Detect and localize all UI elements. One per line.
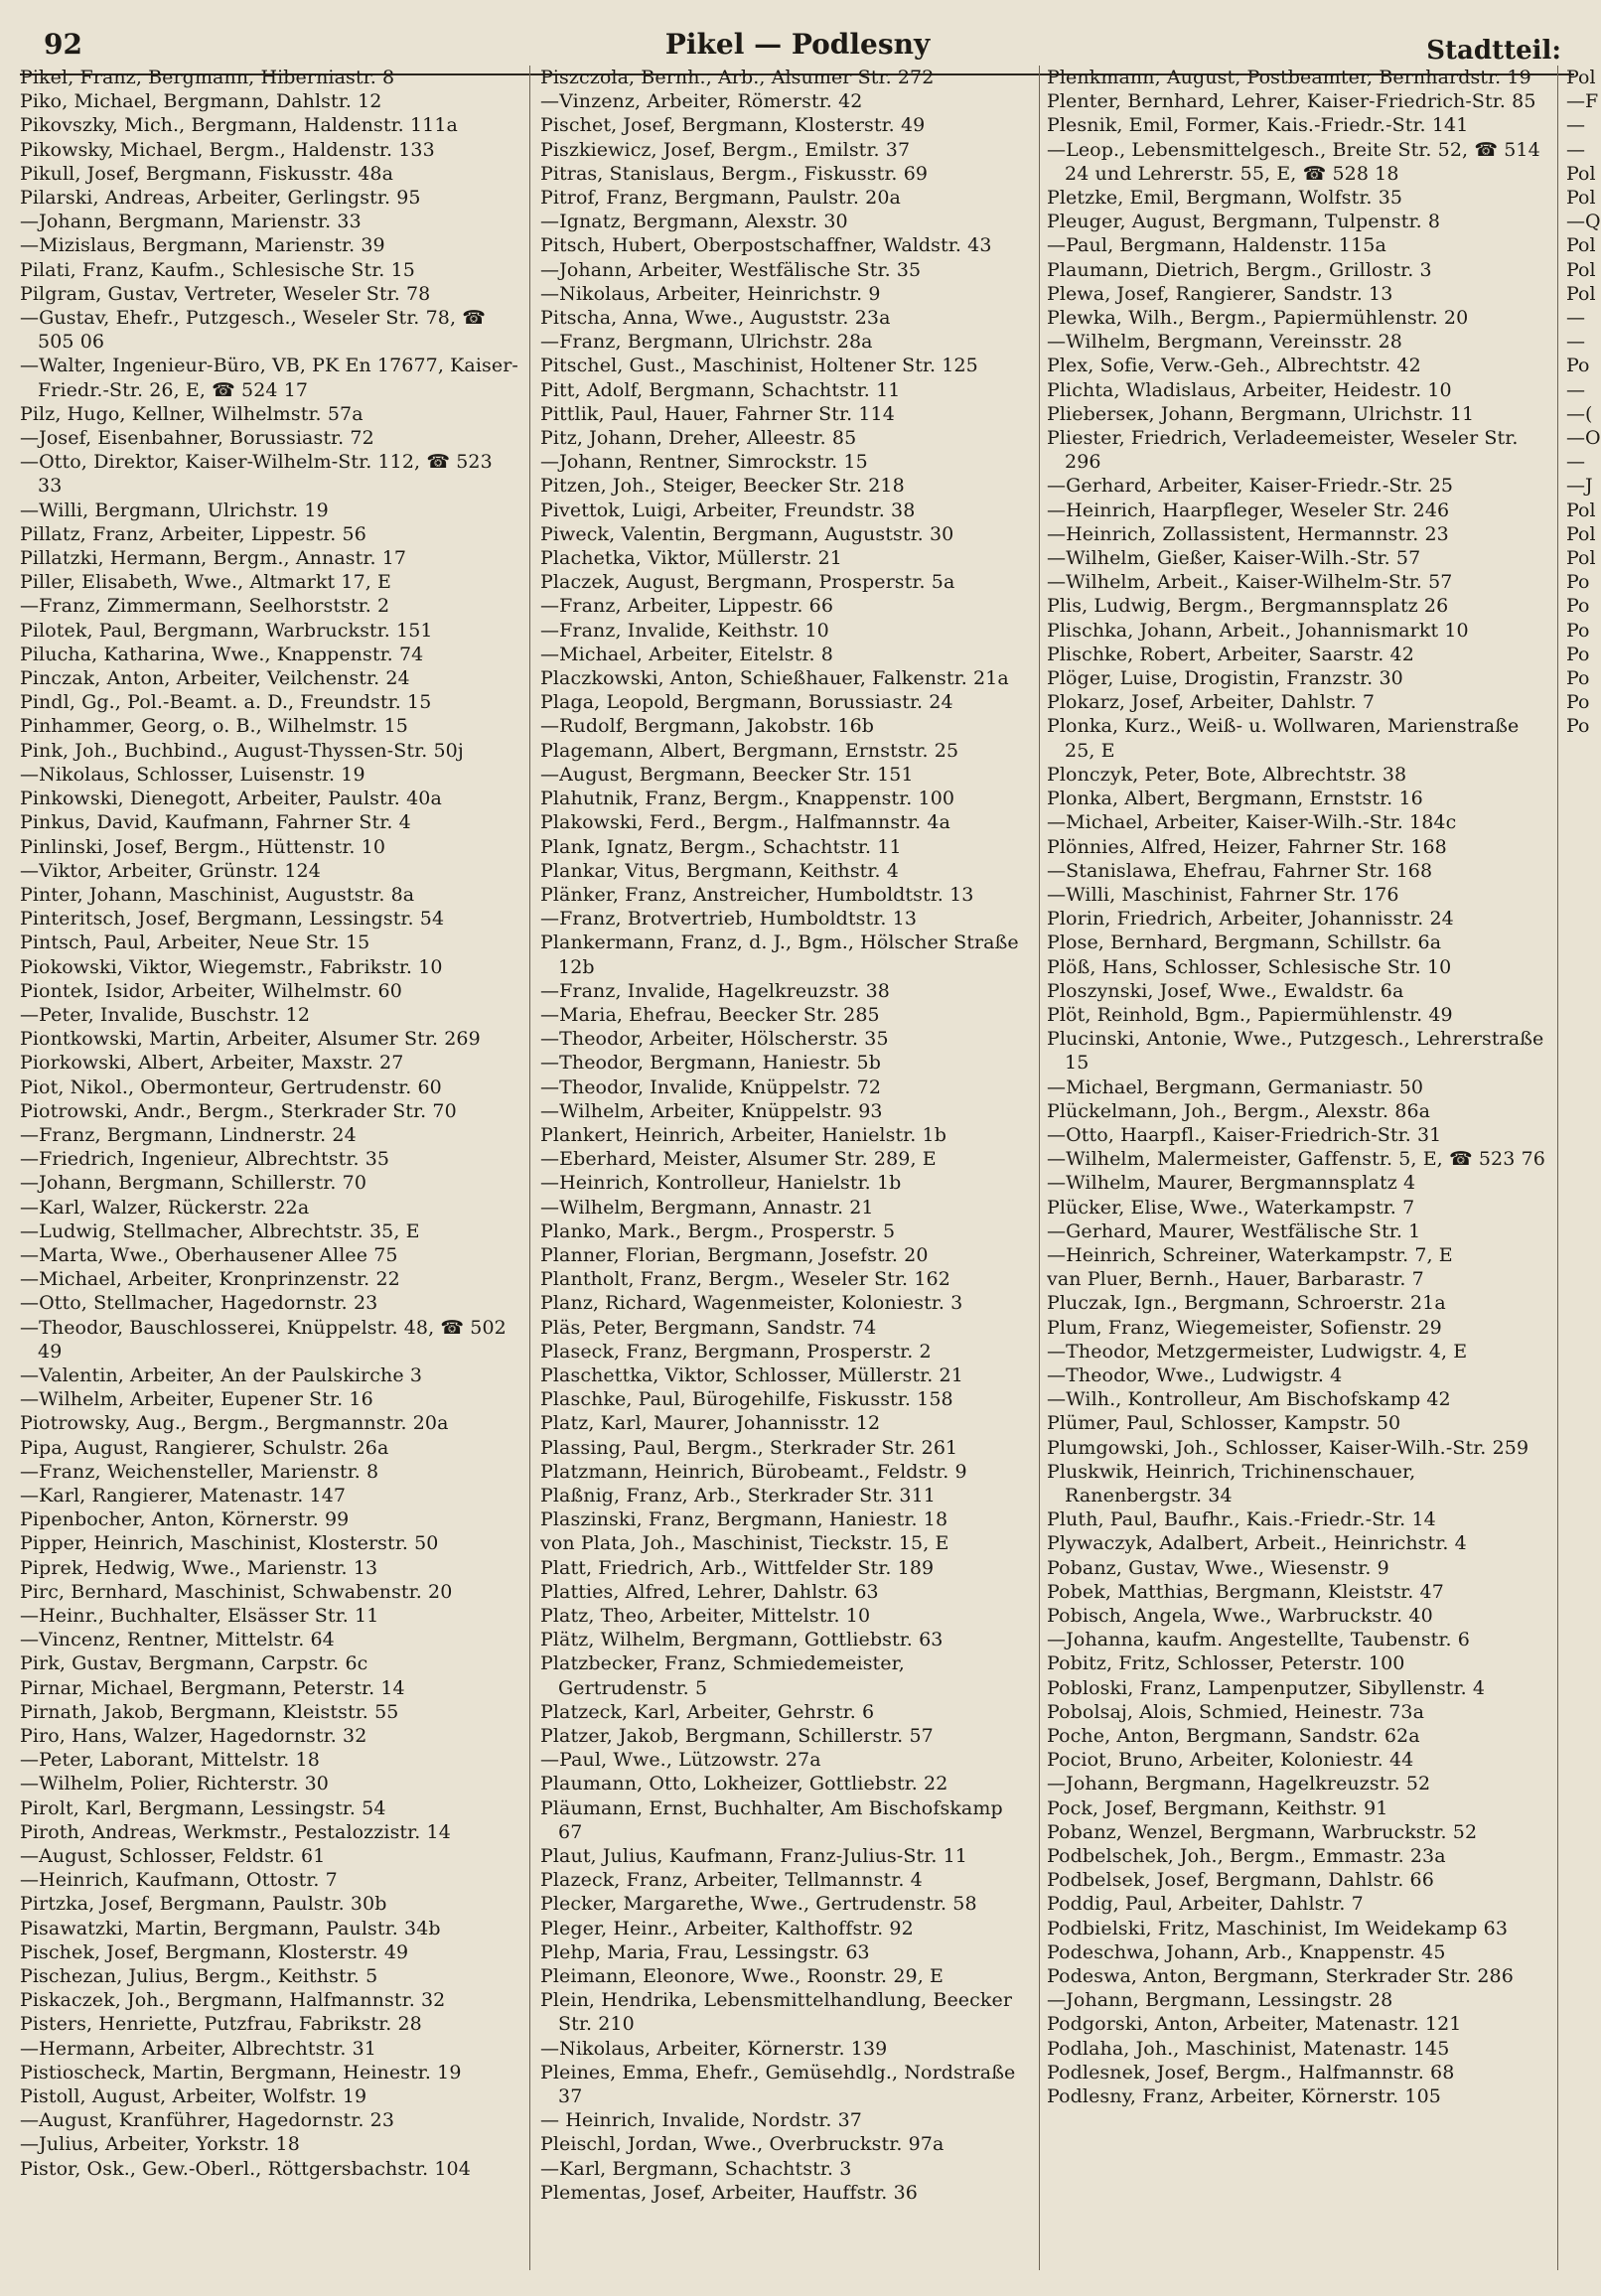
directory-entry: —Wilhelm, Maurer, Bergmannsplatz 4 bbox=[1047, 1172, 1416, 1195]
directory-entry: Pirtzka, Josef, Bergmann, Paulstr. 30b bbox=[20, 1893, 387, 1916]
directory-entry: Piller, Elisabeth, Wwe., Altmarkt 17, E bbox=[20, 571, 392, 594]
directory-entry: —Karl, Bergmann, Schachtstr. 3 bbox=[540, 2157, 852, 2180]
directory-entry: Pletzke, Emil, Bergmann, Wolfstr. 35 bbox=[1047, 187, 1403, 210]
directory-entry: Podbielski, Fritz, Maschinist, Im Weidekamp 63 bbox=[1047, 1917, 1509, 1939]
directory-entry: Pociot, Bruno, Arbeiter, Koloniestr. 44 bbox=[1047, 1749, 1414, 1772]
column-divider bbox=[1557, 66, 1558, 2270]
directory-entry: Pirk, Gustav, Bergmann, Carpstr. 6c bbox=[20, 1652, 368, 1675]
directory-entry: —Theodor, Arbeiter, Hölscherstr. 35 bbox=[540, 1028, 889, 1051]
directory-entry: Pitschel, Gust., Maschinist, Holtener Str. 125 bbox=[540, 355, 978, 377]
page-title: Pikel — Podlesny bbox=[664, 28, 931, 61]
directory-entry: Pilucha, Katharina, Wwe., Knappenstr. 74 bbox=[20, 643, 424, 665]
directory-entry: Podlesny, Franz, Arbeiter, Körnerstr. 105 bbox=[1047, 2085, 1441, 2108]
entry-fragment: Pol bbox=[1566, 522, 1596, 545]
directory-entry: Pischezan, Julius, Bergm., Keithstr. 5 bbox=[20, 1965, 378, 1988]
directory-entry: Pirc, Bernhard, Maschinist, Schwabenstr. 20 bbox=[20, 1580, 453, 1603]
directory-entry: —Karl, Rangierer, Matenastr. 147 bbox=[20, 1484, 347, 1507]
directory-entry: Pipenbocher, Anton, Körnerstr. 99 bbox=[20, 1508, 350, 1531]
entry-fragment: — bbox=[1566, 114, 1585, 137]
directory-entry: —Friedrich, Ingenieur, Albrechtstr. 35 bbox=[20, 1148, 390, 1171]
directory-entry: Plankermann, Franz, d. J., Bgm., Hölscher Straße 12b bbox=[540, 932, 1019, 978]
directory-entry: —Nikolaus, Arbeiter, Körnerstr. 139 bbox=[540, 2037, 888, 2060]
directory-entry: Pirnath, Jakob, Bergmann, Kleiststr. 55 bbox=[20, 1700, 399, 1723]
entry-fragment: — bbox=[1566, 378, 1585, 401]
directory-entry: Pilarski, Andreas, Arbeiter, Gerlingstr. 95 bbox=[20, 187, 421, 210]
directory-entry: —Stanislawa, Ehefrau, Fahrner Str. 168 bbox=[1047, 859, 1433, 882]
directory-entry: —Willi, Bergmann, Ulrichstr. 19 bbox=[20, 499, 329, 521]
directory-entry: Plehp, Maria, Frau, Lessingstr. 63 bbox=[540, 1940, 870, 1963]
directory-entry: Pitsch, Hubert, Oberpostschaffner, Waldstr. 43 bbox=[540, 234, 992, 257]
directory-entry: Piro, Hans, Walzer, Hagedornstr. 32 bbox=[20, 1725, 367, 1748]
directory-entry: Pobek, Matthias, Bergmann, Kleiststr. 47 bbox=[1047, 1580, 1444, 1603]
directory-entry: Pobisch, Angela, Wwe., Warbruckstr. 40 bbox=[1047, 1605, 1433, 1627]
entry-fragment: — bbox=[1566, 307, 1585, 330]
entry-fragment: Po bbox=[1566, 715, 1590, 738]
directory-entry: Plagemann, Albert, Bergmann, Ernststr. 25 bbox=[540, 739, 959, 762]
directory-entry: Pilz, Hugo, Kellner, Wilhelmstr. 57a bbox=[20, 402, 364, 425]
directory-entry: —Gustav, Ehefr., Putzgesch., Weseler Str. 78, ☎ 505 06 bbox=[20, 307, 487, 354]
directory-entry: —Franz, Bergmann, Ulrichstr. 28a bbox=[540, 331, 873, 354]
directory-entry: —Peter, Laborant, Mittelstr. 18 bbox=[20, 1749, 320, 1772]
directory-entry: —Gerhard, Arbeiter, Kaiser-Friedr.-Str. 25 bbox=[1047, 475, 1454, 498]
directory-entry: Pilotek, Paul, Bergmann, Warbruckstr. 151 bbox=[20, 619, 433, 642]
directory-entry: —Wilhelm, Bergmann, Vereinsstr. 28 bbox=[1047, 331, 1402, 354]
directory-entry: —August, Bergmann, Beecker Str. 151 bbox=[540, 763, 914, 786]
directory-entry: Pobloski, Franz, Lampenputzer, Sibyllenstr. 4 bbox=[1047, 1676, 1486, 1699]
directory-entry: —Josef, Eisenbahner, Borussiastr. 72 bbox=[20, 427, 374, 450]
directory-entry: Pilgram, Gustav, Vertreter, Weseler Str. 78 bbox=[20, 282, 431, 305]
directory-entry: Plaseck, Franz, Bergmann, Prosperstr. 2 bbox=[540, 1340, 932, 1363]
directory-entry: —Heinrich, Kaufmann, Ottostr. 7 bbox=[20, 1869, 338, 1892]
directory-entry: Plaumann, Dietrich, Bergm., Grillostr. 3 bbox=[1047, 258, 1432, 281]
directory-entry: Pleischl, Jordan, Wwe., Overbruckstr. 97a bbox=[540, 2133, 945, 2156]
directory-entry: —Theodor, Metzgermeister, Ludwigstr. 4, E bbox=[1047, 1340, 1468, 1363]
directory-entry: —Franz, Invalide, Hagelkreuzstr. 38 bbox=[540, 979, 890, 1002]
directory-entry: Pleuger, August, Bergmann, Tulpenstr. 8 bbox=[1047, 211, 1441, 233]
directory-entry: Pluth, Paul, Baufhr., Kais.-Friedr.-Str. 14 bbox=[1047, 1508, 1436, 1531]
directory-entry: Podlaha, Joh., Maschinist, Matenastr. 145 bbox=[1047, 2037, 1450, 2060]
directory-entry: Piprek, Hedwig, Wwe., Marienstr. 13 bbox=[20, 1556, 378, 1579]
directory-entry: Piotrowski, Andr., Bergm., Sterkrader Str. 70 bbox=[20, 1099, 457, 1122]
directory-entry: —Wilhelm, Bergmann, Annastr. 21 bbox=[540, 1196, 874, 1219]
directory-entry: —Otto, Stellmacher, Hagedornstr. 23 bbox=[20, 1292, 378, 1315]
directory-entry: van Pluer, Bernh., Hauer, Barbarastr. 7 bbox=[1047, 1268, 1424, 1291]
column-3 bbox=[1047, 66, 1546, 2108]
entry-fragment: Pol bbox=[1566, 499, 1596, 521]
directory-entry: Pipper, Heinrich, Maschinist, Klosterstr. 50 bbox=[20, 1532, 439, 1555]
directory-entry: Plaszinski, Franz, Bergmann, Haniestr. 18 bbox=[540, 1508, 948, 1531]
entry-fragment: Po bbox=[1566, 619, 1590, 642]
directory-entry: —Heinrich, Zollassistent, Hermannstr. 23 bbox=[1047, 522, 1449, 545]
directory-entry: —Nikolaus, Schlosser, Luisenstr. 19 bbox=[20, 763, 365, 786]
directory-entry: Pikel, Franz, Bergmann, Hiberniastr. 8 bbox=[20, 67, 395, 88]
directory-entry: —Vinzenz, Arbeiter, Römerstr. 42 bbox=[540, 90, 863, 113]
directory-entry: Piweck, Valentin, Bergmann, Auguststr. 30 bbox=[540, 522, 954, 545]
directory-entry: Plose, Bernhard, Bergmann, Schillstr. 6a bbox=[1047, 932, 1442, 954]
directory-entry: —Wilhelm, Malermeister, Gaffenstr. 5, E, ☎ 523 76 bbox=[1047, 1148, 1545, 1171]
directory-entry: Pinter, Johann, Maschinist, Auguststr. 8a bbox=[20, 883, 415, 906]
entry-fragment: —O bbox=[1566, 427, 1601, 450]
directory-entry: Piontek, Isidor, Arbeiter, Wilhelmstr. 60 bbox=[20, 979, 402, 1002]
directory-entry: Plewka, Wilh., Bergm., Papiermühlenstr. 20 bbox=[1047, 307, 1469, 330]
directory-entry: Pikowsky, Michael, Bergm., Haldenstr. 133 bbox=[20, 138, 435, 161]
directory-entry: Pobanz, Wenzel, Bergmann, Warbruckstr. 52 bbox=[1047, 1820, 1478, 1843]
district-label: Stadtteil: bbox=[1426, 36, 1561, 66]
directory-entry: Podbelsek, Josef, Bergmann, Dahlstr. 66 bbox=[1047, 1869, 1434, 1892]
directory-entry: Plonczyk, Peter, Bote, Albrechtstr. 38 bbox=[1047, 763, 1407, 786]
directory-entry: Platties, Alfred, Lehrer, Dahlstr. 63 bbox=[540, 1580, 879, 1603]
directory-entry: —Wilhelm, Arbeiter, Eupener Str. 16 bbox=[20, 1388, 373, 1411]
directory-entry: Pillatzki, Hermann, Bergm., Annastr. 17 bbox=[20, 547, 407, 570]
directory-entry: Pleimann, Eleonore, Wwe., Roonstr. 29, E bbox=[540, 1965, 944, 1988]
directory-entry: Plementas, Josef, Arbeiter, Hauffstr. 36 bbox=[540, 2181, 918, 2204]
directory-entry: Pläs, Peter, Bergmann, Sandstr. 74 bbox=[540, 1316, 877, 1339]
directory-entry: Pobanz, Gustav, Wwe., Wiesenstr. 9 bbox=[1047, 1556, 1389, 1579]
directory-entry: Piotrowsky, Aug., Bergm., Bergmannstr. 20a bbox=[20, 1412, 449, 1435]
directory-entry: Pikull, Josef, Bergmann, Fiskusstr. 48a bbox=[20, 162, 394, 185]
directory-entry: —Otto, Haarpfl., Kaiser-Friedrich-Str. 31 bbox=[1047, 1123, 1442, 1146]
page-number: 92 bbox=[44, 28, 82, 61]
directory-entry: Pinhammer, Georg, o. B., Wilhelmstr. 15 bbox=[20, 715, 408, 738]
directory-entry: Plantholt, Franz, Bergm., Weseler Str. 162 bbox=[540, 1268, 950, 1291]
directory-entry: —Maria, Ehefrau, Beecker Str. 285 bbox=[540, 1003, 880, 1026]
entry-fragment: — bbox=[1566, 331, 1585, 354]
directory-entry: Podeswa, Anton, Bergmann, Sterkrader Str. 286 bbox=[1047, 1965, 1514, 1988]
directory-entry: —Gerhard, Maurer, Westfälische Str. 1 bbox=[1047, 1220, 1421, 1242]
directory-entry: —Wilhelm, Polier, Richterstr. 30 bbox=[20, 1773, 329, 1795]
directory-entry: Plaschettka, Viktor, Schlosser, Müllerstr. 21 bbox=[540, 1363, 963, 1386]
directory-entry: Plieberseк, Johann, Bergmann, Ulrichstr. 11 bbox=[1047, 402, 1475, 425]
directory-entry: Pläumann, Ernst, Buchhalter, Am Bischofskamp 67 bbox=[540, 1796, 1003, 1843]
directory-entry: —Heinrich, Schreiner, Waterkampstr. 7, E bbox=[1047, 1243, 1453, 1266]
directory-entry: —Viktor, Arbeiter, Grünstr. 124 bbox=[20, 859, 321, 882]
directory-entry: Planko, Mark., Bergm., Prosperstr. 5 bbox=[540, 1220, 896, 1242]
directory-entry: —Franz, Brotvertrieb, Humboldtstr. 13 bbox=[540, 908, 918, 931]
directory-entry: Pobolsaj, Alois, Schmied, Heinestr. 73a bbox=[1047, 1700, 1425, 1723]
directory-entry: Plachetka, Viktor, Müllerstr. 21 bbox=[540, 547, 842, 570]
directory-entry: —Julius, Arbeiter, Yorkstr. 18 bbox=[20, 2133, 300, 2156]
directory-entry: Pilati, Franz, Kaufm., Schlesische Str. 15 bbox=[20, 258, 415, 281]
directory-entry: Plewa, Josef, Rangierer, Sandstr. 13 bbox=[1047, 282, 1393, 305]
directory-entry: Plischka, Johann, Arbeit., Johannismarkt 10 bbox=[1047, 619, 1469, 642]
entry-fragment: Po bbox=[1566, 355, 1590, 377]
entry-fragment: — bbox=[1566, 138, 1585, 161]
directory-entry: Pisters, Henriette, Putzfrau, Fabrikstr. 28 bbox=[20, 2013, 422, 2036]
directory-entry: Pitz, Johann, Dreher, Alleestr. 85 bbox=[540, 427, 857, 450]
directory-entry: Plischke, Robert, Arbeiter, Saarstr. 42 bbox=[1047, 643, 1414, 665]
directory-entry: Plis, Ludwig, Bergm., Bergmannsplatz 26 bbox=[1047, 595, 1449, 618]
directory-entry: Pirnar, Michael, Bergmann, Peterstr. 14 bbox=[20, 1676, 405, 1699]
directory-entry: Pock, Josef, Bergmann, Keithstr. 91 bbox=[1047, 1796, 1388, 1819]
directory-entry: Pitt, Adolf, Bergmann, Schachtstr. 11 bbox=[540, 378, 901, 401]
directory-entry: —Theodor, Bergmann, Haniestr. 5b bbox=[540, 1052, 881, 1075]
directory-entry: Plonka, Albert, Bergmann, Ernststr. 16 bbox=[1047, 788, 1423, 810]
entry-fragment: Po bbox=[1566, 691, 1590, 714]
directory-entry: Plaumann, Otto, Lokheizer, Gottliebstr. 22 bbox=[540, 1773, 948, 1795]
directory-entry: Ploszynski, Josef, Wwe., Ewaldstr. 6a bbox=[1047, 979, 1404, 1002]
directory-entry: —Franz, Zimmermann, Seelhorststr. 2 bbox=[20, 595, 390, 618]
directory-entry: Pintsch, Paul, Arbeiter, Neue Str. 15 bbox=[20, 932, 370, 954]
directory-entry: Pisawatzki, Martin, Bergmann, Paulstr. 34b bbox=[20, 1917, 441, 1939]
directory-entry: Platt, Friedrich, Arb., Wittfelder Str. 189 bbox=[540, 1556, 935, 1579]
directory-entry: Pinteritsch, Josef, Bergmann, Lessingstr. 54 bbox=[20, 908, 445, 931]
directory-entry: Plonka, Kurz., Weiß- u. Wollwaren, Marienstraße 25, E bbox=[1047, 715, 1520, 762]
directory-entry: Pobitz, Fritz, Schlosser, Peterstr. 100 bbox=[1047, 1652, 1405, 1675]
directory-entry: Planz, Richard, Wagenmeister, Koloniestr. 3 bbox=[540, 1292, 963, 1315]
directory-entry: Piorkowski, Albert, Arbeiter, Maxstr. 27 bbox=[20, 1052, 404, 1075]
entry-fragment: Pol bbox=[1566, 547, 1596, 570]
directory-entry: Pitscha, Anna, Wwe., Auguststr. 23a bbox=[540, 307, 891, 330]
directory-entry: von Plata, Joh., Maschinist, Tieckstr. 15, E bbox=[540, 1532, 949, 1555]
directory-entry: Poche, Anton, Bergmann, Sandstr. 62a bbox=[1047, 1725, 1420, 1748]
directory-entry: Pinlinski, Josef, Bergm., Hüttenstr. 10 bbox=[20, 835, 386, 858]
directory-entry: Plein, Hendrika, Lebensmittelhandlung, Beecker Str. 210 bbox=[540, 1989, 1013, 2036]
directory-entry: —Johann, Bergmann, Marienstr. 33 bbox=[20, 211, 362, 233]
directory-entry: Plokarz, Josef, Arbeiter, Dahlstr. 7 bbox=[1047, 691, 1376, 714]
directory-entry: Pinkowski, Dienegott, Arbeiter, Paulstr. 40a bbox=[20, 788, 442, 810]
directory-entry: Podlesnek, Josef, Bergm., Halfmannstr. 68 bbox=[1047, 2061, 1455, 2083]
directory-entry: —Heinrich, Kontrolleur, Hanielstr. 1b bbox=[540, 1172, 902, 1195]
column-divider bbox=[529, 66, 530, 2270]
directory-entry: Plywaczyk, Adalbert, Arbeit., Heinrichstr. 4 bbox=[1047, 1532, 1467, 1555]
directory-entry: —Franz, Bergmann, Lindnerstr. 24 bbox=[20, 1123, 357, 1146]
directory-entry: Piko, Michael, Bergmann, Dahlstr. 12 bbox=[20, 90, 382, 113]
directory-entry: Pitzen, Joh., Steiger, Beecker Str. 218 bbox=[540, 475, 905, 498]
directory-entry: —Nikolaus, Arbeiter, Heinrichstr. 9 bbox=[540, 282, 881, 305]
directory-entry: —Theodor, Bauschlosserei, Knüppelstr. 48, ☎ 502 49 bbox=[20, 1316, 507, 1363]
directory-entry: Placzek, August, Bergmann, Prosperstr. 5a bbox=[540, 571, 955, 594]
directory-entry: Platzbecker, Franz, Schmiedemeister, Gertrudenstr. 5 bbox=[540, 1652, 905, 1699]
directory-entry: —Peter, Invalide, Buschstr. 12 bbox=[20, 1003, 311, 1026]
directory-entry: Pillatz, Franz, Arbeiter, Lippestr. 56 bbox=[20, 522, 366, 545]
column-1 bbox=[20, 66, 521, 2181]
entry-fragment: Po bbox=[1566, 643, 1590, 665]
column-2 bbox=[540, 66, 1031, 2205]
directory-entry: Plönnies, Alfred, Heizer, Fahrner Str. 168 bbox=[1047, 835, 1447, 858]
entry-fragment: Pol bbox=[1566, 282, 1596, 305]
directory-entry: Pirolt, Karl, Bergmann, Lessingstr. 54 bbox=[20, 1796, 386, 1819]
directory-entry: —Ludwig, Stellmacher, Albrechtstr. 35, E bbox=[20, 1220, 420, 1242]
directory-entry: Plaga, Leopold, Bergmann, Borussiastr. 24 bbox=[540, 691, 953, 714]
directory-entry: Plex, Sofie, Verw.-Geh., Albrechtstr. 42 bbox=[1047, 355, 1421, 377]
directory-entry: Piontkowski, Martin, Arbeiter, Alsumer Str. 269 bbox=[20, 1028, 481, 1051]
directory-entry: Plankar, Vitus, Bergmann, Keithstr. 4 bbox=[540, 859, 899, 882]
directory-entry: Pivettok, Luigi, Arbeiter, Freundstr. 38 bbox=[540, 499, 916, 521]
directory-entry: Piskaczek, Joh., Bergmann, Halfmannstr. 32 bbox=[20, 1989, 446, 2012]
directory-entry: —Heinr., Buchhalter, Elsässer Str. 11 bbox=[20, 1605, 379, 1627]
directory-entry: —Paul, Bergmann, Haldenstr. 115a bbox=[1047, 234, 1386, 257]
directory-entry: Plöger, Luise, Drogistin, Franzstr. 30 bbox=[1047, 667, 1403, 690]
directory-entry: —Paul, Wwe., Lützowstr. 27a bbox=[540, 1749, 821, 1772]
directory-entry: Pluczak, Ign., Bergmann, Schroerstr. 21a bbox=[1047, 1292, 1446, 1315]
directory-entry: Plenter, Bernhard, Lehrer, Kaiser-Friedrich-Str. 85 bbox=[1047, 90, 1536, 113]
directory-entry: Pink, Joh., Buchbind., August-Thyssen-Str. 50j bbox=[20, 739, 464, 762]
directory-entry: Plank, Ignatz, Bergm., Schachtstr. 11 bbox=[540, 835, 902, 858]
directory-entry: —Wilhelm, Arbeiter, Knüppelstr. 93 bbox=[540, 1099, 883, 1122]
directory-entry: —Johann, Bergmann, Lessingstr. 28 bbox=[1047, 1989, 1393, 2012]
column-divider bbox=[1039, 66, 1040, 2270]
directory-entry: —Michael, Bergmann, Germaniastr. 50 bbox=[1047, 1076, 1424, 1098]
entry-fragment: Pol bbox=[1566, 234, 1596, 257]
directory-entry: Pleger, Heinr., Arbeiter, Kalthoffstr. 92 bbox=[540, 1917, 914, 1939]
directory-entry: Pinczak, Anton, Arbeiter, Veilchenstr. 24 bbox=[20, 667, 410, 690]
directory-entry: —Franz, Arbeiter, Lippestr. 66 bbox=[540, 595, 834, 618]
directory-entry: —Marta, Wwe., Oberhausener Allee 75 bbox=[20, 1243, 398, 1266]
directory-entry: Piszczola, Bernh., Arb., Alsumer Str. 272 bbox=[540, 67, 935, 88]
directory-entry: Plänker, Franz, Anstreicher, Humboldtstr. 13 bbox=[540, 883, 974, 906]
directory-entry: Placzkowski, Anton, Schießhauer, Falkenstr. 21a bbox=[540, 667, 1009, 690]
directory-entry: —Leop., Lebensmittelgesch., Breite Str. 52, ☎ 514 24 und Lehrerstr. 55, E, ☎ 528 18 bbox=[1047, 138, 1540, 185]
directory-entry: —Johann, Rentner, Simrockstr. 15 bbox=[540, 451, 868, 474]
directory-entry: Planner, Florian, Bergmann, Josefstr. 20 bbox=[540, 1243, 929, 1266]
directory-entry: Piroth, Andreas, Werkmstr., Pestalozzistr. 14 bbox=[20, 1820, 451, 1843]
directory-entry: Plümer, Paul, Schlosser, Kampstr. 50 bbox=[1047, 1412, 1401, 1435]
directory-entry: —Walter, Ingenieur-Büro, VB, PK En 17677, Kaiser-Friedr.-Str. 26, E, ☎ 524 17 bbox=[20, 355, 518, 401]
directory-entry: —Karl, Walzer, Rückerstr. 22a bbox=[20, 1196, 310, 1219]
directory-entry: —Franz, Invalide, Keithstr. 10 bbox=[540, 619, 829, 642]
directory-entry: —August, Kranführer, Hagedornstr. 23 bbox=[20, 2109, 395, 2132]
directory-entry: —Willi, Maschinist, Fahrner Str. 176 bbox=[1047, 883, 1399, 906]
directory-entry: Plazeck, Franz, Arbeiter, Tellmannstr. 4 bbox=[540, 1869, 923, 1892]
directory-entry: —Eberhard, Meister, Alsumer Str. 289, E bbox=[540, 1148, 937, 1171]
directory-entry: Plankert, Heinrich, Arbeiter, Hanielstr. 1b bbox=[540, 1123, 947, 1146]
entry-fragment: Pol bbox=[1566, 162, 1596, 185]
directory-entry: Pindl, Gg., Pol.-Beamt. a. D., Freundstr. 15 bbox=[20, 691, 432, 714]
directory-entry: Plätz, Wilhelm, Bergmann, Gottliebstr. 63 bbox=[540, 1629, 944, 1651]
directory-entry: Pipa, August, Rangierer, Schulstr. 26a bbox=[20, 1436, 389, 1459]
entry-fragment: Pol bbox=[1566, 258, 1596, 281]
directory-entry: Plöt, Reinhold, Bgm., Papiermühlenstr. 49 bbox=[1047, 1003, 1453, 1026]
directory-entry: Pistioscheck, Martin, Bergmann, Heinestr. 19 bbox=[20, 2061, 462, 2083]
directory-entry: Plumgowski, Joh., Schlosser, Kaiser-Wilh.-Str. 259 bbox=[1047, 1436, 1529, 1459]
directory-entry: Plum, Franz, Wiegemeister, Sofienstr. 29 bbox=[1047, 1316, 1442, 1339]
directory-entry: Pliester, Friedrich, Verladeemeister, Weseler Str. 296 bbox=[1047, 427, 1519, 474]
directory-entry: Pitras, Stanislaus, Bergm., Fiskusstr. 69 bbox=[540, 162, 929, 185]
directory-entry: —Rudolf, Bergmann, Jakobstr. 16b bbox=[540, 715, 875, 738]
directory-entry: Plorin, Friedrich, Arbeiter, Johannisstr. 24 bbox=[1047, 908, 1454, 931]
directory-entry: Pittlik, Paul, Hauer, Fahrner Str. 114 bbox=[540, 402, 895, 425]
directory-entry: Pischek, Josef, Bergmann, Klosterstr. 49 bbox=[20, 1940, 409, 1963]
directory-entry: Pleines, Emma, Ehefr., Gemüsehdlg., Nordstraße 37 bbox=[540, 2061, 1016, 2108]
directory-entry: Pluskwik, Heinrich, Trichinenschauer, Ranenbergstr. 34 bbox=[1047, 1460, 1416, 1507]
directory-entry: Plaßnig, Franz, Arb., Sterkrader Str. 311 bbox=[540, 1484, 936, 1507]
entry-fragment: Po bbox=[1566, 667, 1590, 690]
directory-entry: —Hermann, Arbeiter, Albrechtstr. 31 bbox=[20, 2037, 376, 2060]
directory-entry: Pinkus, David, Kaufmann, Fahrner Str. 4 bbox=[20, 811, 411, 834]
directory-entry: —Johann, Arbeiter, Westfälische Str. 35 bbox=[540, 258, 922, 281]
directory-entry: —Ignatz, Bergmann, Alexstr. 30 bbox=[540, 211, 848, 233]
directory-entry: —Wilhelm, Arbeit., Kaiser-Wilhelm-Str. 57 bbox=[1047, 571, 1453, 594]
directory-entry: Pistoll, August, Arbeiter, Wolfstr. 19 bbox=[20, 2085, 367, 2108]
directory-entry: Plaut, Julius, Kaufmann, Franz-Julius-Str. 11 bbox=[540, 1845, 967, 1868]
directory-entry: —Mizislaus, Bergmann, Marienstr. 39 bbox=[20, 234, 385, 257]
directory-entry: Pischet, Josef, Bergmann, Klosterstr. 49 bbox=[540, 114, 926, 137]
directory-entry: —Franz, Weichensteller, Marienstr. 8 bbox=[20, 1460, 379, 1483]
directory-entry: Piszkiewicz, Josef, Bergm., Emilstr. 37 bbox=[540, 138, 911, 161]
directory-entry: —Heinrich, Haarpfleger, Weseler Str. 246 bbox=[1047, 499, 1450, 521]
entry-fragment: Po bbox=[1566, 595, 1590, 618]
directory-entry: Plaschke, Paul, Bürogehilfe, Fiskusstr. 158 bbox=[540, 1388, 953, 1411]
directory-entry: Poddig, Paul, Arbeiter, Dahlstr. 7 bbox=[1047, 1893, 1364, 1916]
directory-entry: —Johanna, kaufm. Angestellte, Taubenstr. 6 bbox=[1047, 1629, 1470, 1651]
directory-entry: —Theodor, Wwe., Ludwigstr. 4 bbox=[1047, 1363, 1343, 1386]
directory-entry: —Wilh., Kontrolleur, Am Bischofskamp 42 bbox=[1047, 1388, 1451, 1411]
directory-entry: —Michael, Arbeiter, Eitelstr. 8 bbox=[540, 643, 833, 665]
directory-entry: Podeschwa, Johann, Arb., Knappenstr. 45 bbox=[1047, 1940, 1446, 1963]
directory-entry: Plassing, Paul, Bergm., Sterkrader Str. 261 bbox=[540, 1436, 958, 1459]
directory-entry: —Johann, Bergmann, Schillerstr. 70 bbox=[20, 1172, 367, 1195]
directory-entry: Piot, Nikol., Obermonteur, Gertrudenstr. 60 bbox=[20, 1076, 442, 1098]
entry-fragment: — bbox=[1566, 451, 1585, 474]
directory-entry: —August, Schlosser, Feldstr. 61 bbox=[20, 1845, 326, 1868]
directory-entry: Plückelmann, Joh., Bergm., Alexstr. 86a bbox=[1047, 1099, 1431, 1122]
directory-entry: —Wilhelm, Gießer, Kaiser-Wilh.-Str. 57 bbox=[1047, 547, 1421, 570]
directory-entry: Plakowski, Ferd., Bergm., Halfmannstr. 4a bbox=[540, 811, 950, 834]
entry-fragment: —J bbox=[1566, 475, 1593, 498]
directory-entry: —Michael, Arbeiter, Kronprinzenstr. 22 bbox=[20, 1268, 400, 1291]
directory-entry: Plecker, Margarethe, Wwe., Gertrudenstr. 58 bbox=[540, 1893, 977, 1916]
directory-entry: Podgorski, Anton, Arbeiter, Matenastr. 121 bbox=[1047, 2013, 1462, 2036]
directory-entry: Plenkmann, August, Postbeamter, Bernhardstr. 19 bbox=[1047, 67, 1531, 88]
entry-fragment: —Q bbox=[1566, 211, 1601, 233]
directory-entry: Pitrof, Franz, Bergmann, Paulstr. 20a bbox=[540, 187, 901, 210]
directory-entry: Plöß, Hans, Schlosser, Schlesische Str. 10 bbox=[1047, 955, 1452, 978]
directory-entry: Platz, Karl, Maurer, Johannisstr. 12 bbox=[540, 1412, 881, 1435]
entry-fragment: —F bbox=[1566, 90, 1599, 113]
directory-entry: Piokowski, Viktor, Wiegemstr., Fabrikstr. 10 bbox=[20, 955, 443, 978]
directory-entry: Podbelschek, Joh., Bergm., Emmastr. 23a bbox=[1047, 1845, 1446, 1868]
directory-entry: —Valentin, Arbeiter, An der Paulskirche 3 bbox=[20, 1363, 423, 1386]
directory-entry: Pistor, Osk., Gew.-Oberl., Röttgersbachstr. 104 bbox=[20, 2157, 471, 2180]
directory-entry: Platzeck, Karl, Arbeiter, Gehrstr. 6 bbox=[540, 1700, 875, 1723]
directory-entry: — Heinrich, Invalide, Nordstr. 37 bbox=[540, 2109, 862, 2132]
directory-entry: —Michael, Arbeiter, Kaiser-Wilh.-Str. 184c bbox=[1047, 811, 1457, 834]
directory-entry: Plücker, Elise, Wwe., Waterkampstr. 7 bbox=[1047, 1196, 1415, 1219]
directory-entry: —Otto, Direktor, Kaiser-Wilhelm-Str. 112, ☎ 523 33 bbox=[20, 451, 493, 498]
entry-fragment: Po bbox=[1566, 571, 1590, 594]
directory-entry: Platz, Theo, Arbeiter, Mittelstr. 10 bbox=[540, 1605, 871, 1627]
directory-entry: Pikovszky, Mich., Bergmann, Haldenstr. 111a bbox=[20, 114, 458, 137]
column-4-fragment bbox=[1566, 66, 1601, 739]
entry-fragment: Pol bbox=[1566, 67, 1596, 88]
directory-entry: Plichta, Wladislaus, Arbeiter, Heidestr. 10 bbox=[1047, 378, 1452, 401]
directory-entry: —Vincenz, Rentner, Mittelstr. 64 bbox=[20, 1629, 335, 1651]
directory-entry: Platzer, Jakob, Bergmann, Schillerstr. 57 bbox=[540, 1725, 934, 1748]
directory-entry: Platzmann, Heinrich, Bürobeamt., Feldstr. 9 bbox=[540, 1460, 967, 1483]
directory-entry: —Johann, Bergmann, Hagelkreuzstr. 52 bbox=[1047, 1773, 1431, 1795]
directory-entry: Plahutnik, Franz, Bergm., Knappenstr. 100 bbox=[540, 788, 955, 810]
entry-fragment: —( bbox=[1566, 402, 1593, 425]
directory-entry: Plucinski, Antonie, Wwe., Putzgesch., Lehrerstraße 15 bbox=[1047, 1028, 1544, 1075]
entry-fragment: Pol bbox=[1566, 187, 1596, 210]
directory-entry: —Theodor, Invalide, Knüppelstr. 72 bbox=[540, 1076, 882, 1098]
directory-entry: Plesnik, Emil, Former, Kais.-Friedr.-Str. 141 bbox=[1047, 114, 1469, 137]
